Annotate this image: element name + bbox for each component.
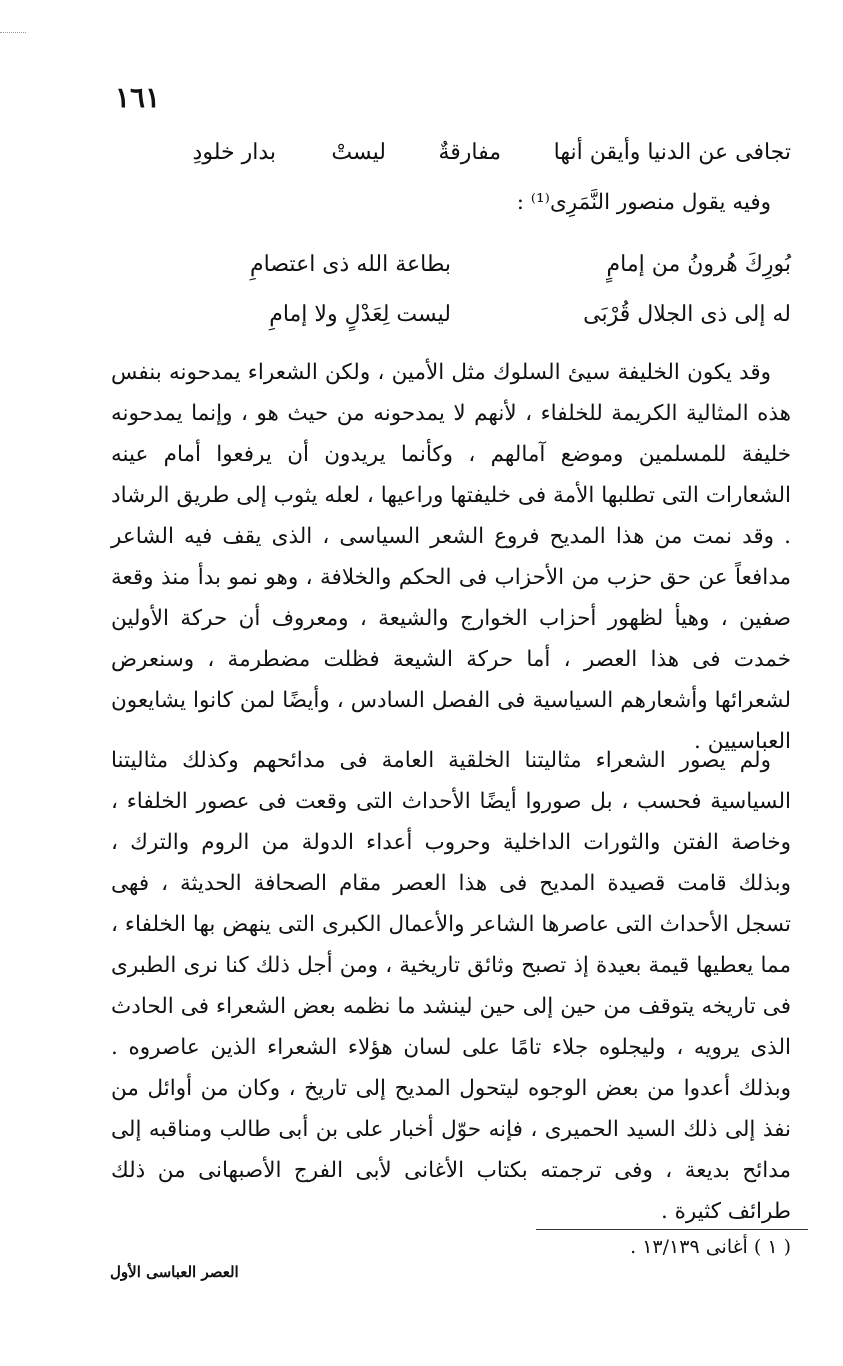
verse-line-3 bbox=[111, 302, 791, 342]
verse-hemistich: مفارقةٌ bbox=[438, 140, 501, 165]
scan-edge-mark bbox=[0, 32, 26, 39]
page-number: ١٦١ bbox=[115, 81, 161, 114]
body-paragraph: وقد يكون الخليفة سيئ السلوك مثل الأمين ، ولكن الشعراء يمدحونه بنفس هذه المثالية الكريمة للخلفاء ، لأنهم لا يمدحونه من حيث هو ، وإنما يمدحونه خليفة للمسلمين وموضع آمالهم ، وكأنما يريدون أن يرفعوا أمام عينه الشعارات التى تطلبها الأمة فى خليفتها وراعيها ، لعله يثوب إلى طريق الرشاد . وقد نمت من هذا المديح فروع الشعر السياسى ، الذى يقف فيه الشاعر مدافعاً عن حق حزب من الأحزاب فى الحكم والخلافة ، وهو نمو بدأ منذ وقعة صفين ، وهيأ لظهور أحزاب الخوارج والشيعة ، ومعروف أن حركة الأولين خمدت فى هذا العصر ، أما حركة الشيعة فظلت مضطرمة ، وسنعرض لشعرائها وأشعارهم السياسية فى الفصل السادس ، وأيضًا لمن كانوا يشايعون العباسيين . bbox=[111, 360, 791, 754]
running-footer: العصر العباسى الأول bbox=[110, 1263, 239, 1281]
verse-intro-line: وفيه يقول منصور النَّمَرِى⁽¹⁾ : bbox=[516, 190, 771, 215]
verse-hemistich: له إلى ذى الجلال قُرْبَى bbox=[583, 302, 791, 327]
verse-line-2 bbox=[111, 252, 791, 292]
verse-line-1 bbox=[111, 140, 791, 180]
footnote: ( ١ ) أغانى ١٣/١٣٩ . bbox=[630, 1236, 791, 1258]
body-paragraph: ولم يصور الشعراء مثاليتنا الخلقية العامة فى مدائحهم وكذلك مثاليتنا السياسية فحسب ، بل صوروا أيضًا الأحداث التى وقعت فى عصور الخلفاء ، وخاصة الفتن والثورات الداخلية وحروب أعداء الدولة من الروم والترك ، وبذلك قامت قصيدة المديح فى هذا العصر مقام الصحافة الحديثة ، فهى تسجل الأحداث التى عاصرها الشاعر والأعمال الكبرى التى ينهض بها الخلفاء ، مما يعطيها قيمة بعيدة إذ تصبح وثائق تاريخية ، ومن أجل ذلك كنا نرى الطبرى فى تاريخه يتوقف من حين إلى حين لينشد ما نظمه بعض الشعراء فى الحادث الذى يرويه ، وليجلوه جلاء تامًا على لسان هؤلاء الشعراء الذين عاصروه . وبذلك أعدوا من بعض الوجوه ليتحول المديح إلى تاريخ ، وكان من أوائل من نفذ إلى ذلك السيد الحميرى ، فإنه حوّل أخبار على بن أبى طالب ومناقبه إلى مدائح بديعة ، وفى ترجمته بكتاب الأغانى لأبى الفرج الأصبهانى من ذلك طرائف كثيرة . bbox=[111, 748, 791, 1224]
verse-hemistich: بطاعة الله ذى اعتصامِ bbox=[250, 252, 451, 277]
verse-hemistich: ليستْ bbox=[331, 140, 386, 165]
verse-hemistich: بُورِكَ هُرونُ من إمامٍ bbox=[606, 252, 791, 277]
verse-hemistich: تجافى عن الدنيا وأيقن أنها bbox=[553, 140, 791, 165]
verse-hemistich: بدار خلودِ bbox=[192, 140, 276, 165]
verse-hemistich: ليست لِعَدْلٍ ولا إمامِ bbox=[269, 302, 451, 327]
footnote-divider bbox=[536, 1229, 808, 1230]
